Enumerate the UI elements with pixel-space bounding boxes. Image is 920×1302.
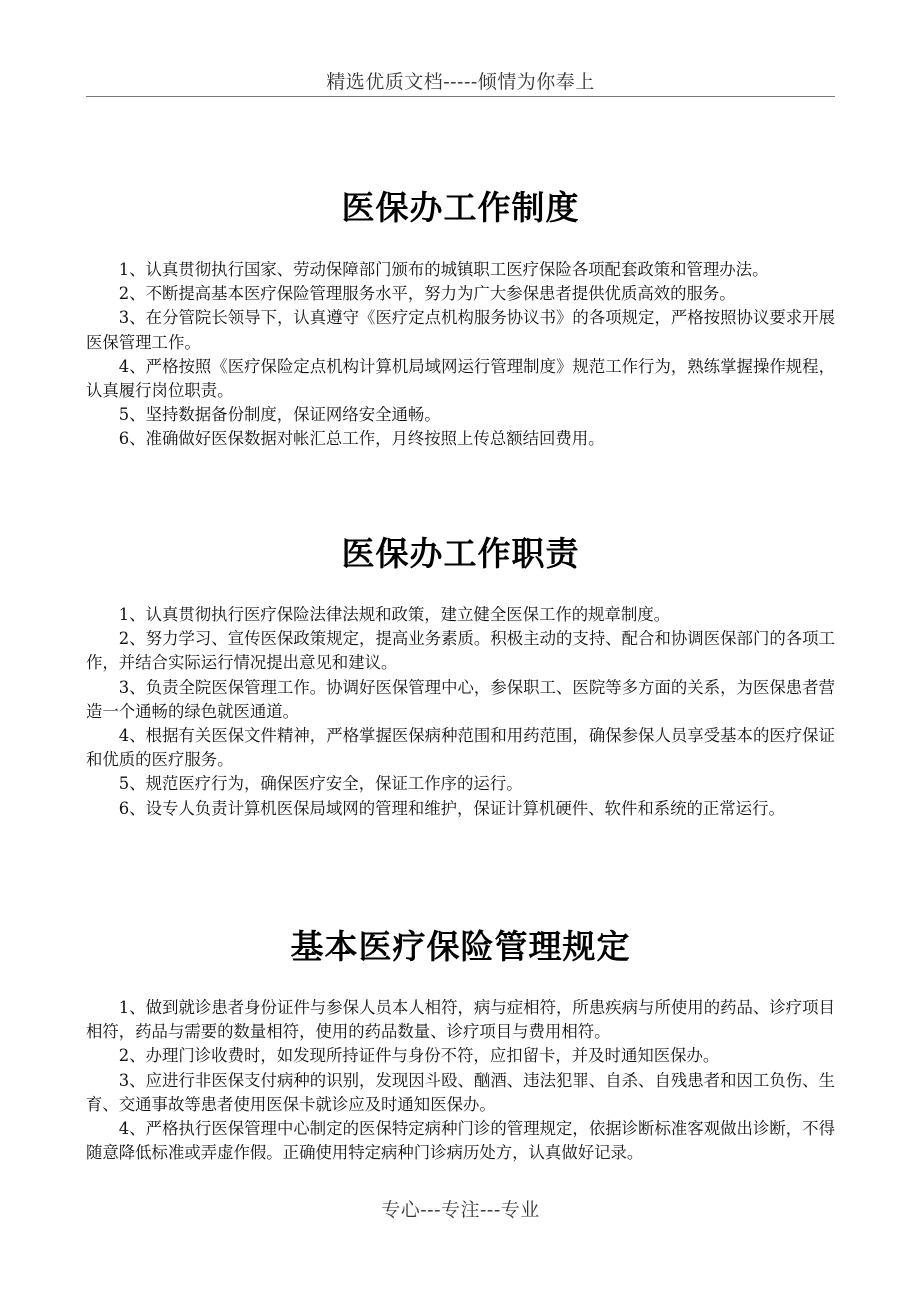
section-title-work-duties: 医保办工作职责 xyxy=(341,534,580,573)
section-title-work-rules: 医保办工作制度 xyxy=(341,188,580,227)
paragraph: 1、做到就诊患者身份证件与参保人员本人相符，病与症相符，所患疾病与所使用的药品、诊疗项目相符，药品与需要的数量相符，使用的药品数量、诊疗项目与费用相符。 xyxy=(86,998,835,1042)
section-body-insurance-rules xyxy=(86,996,835,1165)
paragraph: 3、应进行非医保支付病种的识别，发现因斗殴、酗酒、违法犯罪、自杀、自残患者和因工负伤、生育、交通事故等患者使用医保卡就诊应及时通知医保办。 xyxy=(86,1070,835,1114)
paragraph: 1、认真贯彻执行国家、劳动保障部门颁布的城镇职工医疗保险各项配套政策和管理办法。 xyxy=(118,260,769,279)
paragraph: 4、严格执行医保管理中心制定的医保特定病种门诊的管理规定，依据诊断标准客观做出诊断，不得随意降低标准或弄虚作假。正确使用特定病种门诊病历处方，认真做好记录。 xyxy=(86,1119,835,1163)
section-body-work-rules xyxy=(86,258,835,452)
paragraph: 1、认真贯彻执行医疗保险法律法规和政策，建立健全医保工作的规章制度。 xyxy=(118,605,671,624)
paragraph: 3、在分管院长领导下，认真遵守《医疗定点机构服务协议书》的各项规定，严格按照协议要求开展医保管理工作。 xyxy=(86,308,835,352)
paragraph: 3、负责全院医保管理工作。协调好医保管理中心，参保职工、医院等多方面的关系，为医保患者营造一个通畅的绿色就医通道。 xyxy=(86,677,835,721)
paragraph: 6、准确做好医保数据对帐汇总工作，月终按照上传总额结回费用。 xyxy=(118,429,605,449)
paragraph: 4、根据有关医保文件精神，严格掌握医保病种范围和用药范围，确保参保人员享受基本的医疗保证和优质的医疗服务。 xyxy=(86,726,835,770)
page-footer: 专心---专注---专业 xyxy=(381,1199,540,1221)
paragraph: 5、规范医疗行为，确保医疗安全，保证工作序的运行。 xyxy=(118,774,523,794)
header-divider xyxy=(86,96,835,97)
paragraph: 5、坚持数据备份制度，保证网络安全通畅。 xyxy=(118,405,441,425)
section-title-insurance-rules: 基本医疗保险管理规定 xyxy=(290,927,631,966)
paragraph: 4、严格按照《医疗保险定点机构计算机局域网运行管理制度》规范工作行为，熟练掌握操作规程，认真履行岗位职责。 xyxy=(86,356,835,401)
paragraph: 2、努力学习、宣传医保政策规定，提高业务素质。积极主动的支持、配合和协调医保部门的各项工作，并结合实际运行情况提出意见和建议。 xyxy=(86,629,835,673)
section-body-work-duties xyxy=(86,603,835,821)
paragraph: 2、不断提高基本医疗保险管理服务水平，努力为广大参保患者提供优质高效的服务。 xyxy=(118,284,736,304)
paragraph: 6、设专人负责计算机医保局域网的管理和维护，保证计算机硬件、软件和系统的正常运行。 xyxy=(118,798,785,818)
page-header: 精选优质文档-----倾情为你奉上 xyxy=(326,71,595,93)
paragraph: 2、办理门诊收费时，如发现所持证件与身份不符，应扣留卡，并及时通知医保办。 xyxy=(118,1046,720,1066)
